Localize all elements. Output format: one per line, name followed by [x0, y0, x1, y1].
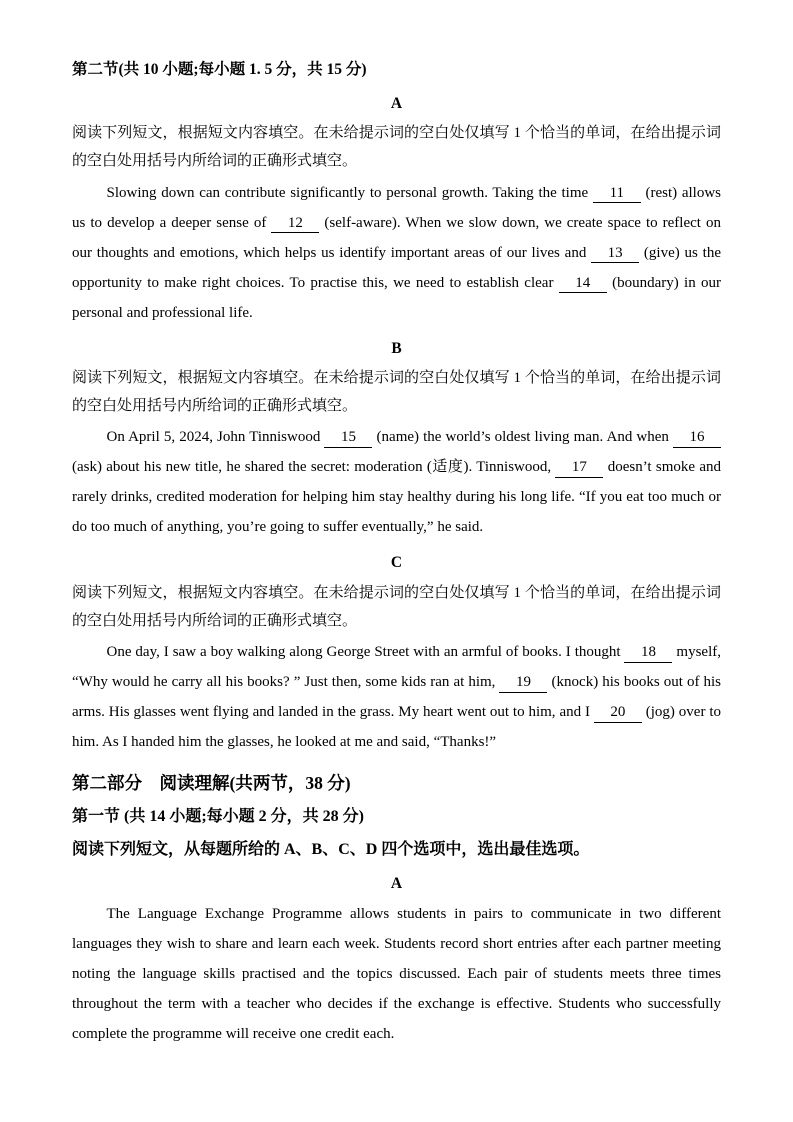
fill-in-blank-11: 11	[593, 185, 641, 203]
part2-instructions: 阅读下列短文，从每题所给的 A、B、C、D 四个选项中，选出最佳选项。	[72, 840, 590, 858]
fill-in-blank-13: 13	[591, 245, 639, 263]
fill-in-blank-17: 17	[555, 459, 603, 477]
passage-a-text: Slowing down can contribute significantly to personal growth. Taking the time 11 (rest) allows us to develop a deeper sense of 12 (self-aware). When we slow down, we create space to reflect on our thoughts and emotions, which helps us identify important areas of our lives and 13 (give) us the opportunity to make right choices. To practise this, we need to establish clear 14 (boundary) in our personal and professional life.	[72, 184, 722, 321]
fill-in-blank-15: 15	[324, 429, 372, 447]
part2-header: 第二部分 阅读理解(共两节，38 分)	[72, 773, 351, 794]
fill-in-blank-12: 12	[271, 215, 319, 233]
passage-c-instructions: 阅读下列短文，根据短文内容填空。在未给提示词的空白处仅填写 1 个恰当的单词，在给出提示词的空白处用括号内所给词的正确形式填空。	[72, 584, 721, 629]
section2-header: 第二节(共 10 小题;每小题 1. 5 分，共 15 分)	[72, 61, 367, 78]
fill-in-blank-20: 20	[594, 704, 642, 722]
part2-section1-header: 第一节 (共 14 小题;每小题 2 分，共 28 分)	[72, 808, 364, 826]
fill-in-blank-19: 19	[499, 674, 547, 692]
passage-b-instructions: 阅读下列短文，根据短文内容填空。在未给提示词的空白处仅填写 1 个恰当的单词，在给出提示词的空白处用括号内所给词的正确形式填空。	[72, 369, 721, 414]
fill-in-blank-14: 14	[559, 275, 607, 293]
passage-b-text: On April 5, 2024, John Tinniswood 15 (name) the world’s oldest living man. And when 16 (ask) about his new title, he shared the secret: moderation (适度). Tinniswood, 17 doesn’t smoke and rarely drinks, credited moderation for helping him stay healthy during his long life. “If you eat too much or do too much of anything, you’re going to suffer eventually,” he said.	[72, 429, 721, 536]
passage-b-label: B	[391, 339, 402, 357]
passage-a-label: A	[390, 94, 403, 112]
passage-a-instructions: 阅读下列短文，根据短文内容填空。在未给提示词的空白处仅填写 1 个恰当的单词，在给出提示词的空白处用括号内所给词的正确形式填空。	[72, 125, 721, 169]
reading-a-text: The Language Exchange Programme allows students in pairs to communicate in two different languages they wish to share and learn each week. Students record short entries after each partner meeting noting the language skills practised and the topics discussed. Each pair of students meets three times throughout the term with a teacher who decides if the exchange is effective. Students who successfully complete the programme will receive one credit each.	[72, 905, 721, 1042]
passage-c-label: C	[390, 554, 403, 572]
fill-in-blank-18: 18	[624, 644, 672, 662]
fill-in-blank-16: 16	[673, 429, 721, 447]
passage-c-text: One day, I saw a boy walking along George Street with an armful of books. I thought 18 myself, “Why would he carry all his books? ” Just then, some kids ran at him, 19 (knock) his books out of his arms. His glasses went flying and landed in the grass. My heart went out to him, and I 20 (jog) over to him. As I handed him the glasses, he looked at me and said, “Thanks!”	[72, 644, 721, 751]
reading-a-label: A	[390, 874, 403, 892]
